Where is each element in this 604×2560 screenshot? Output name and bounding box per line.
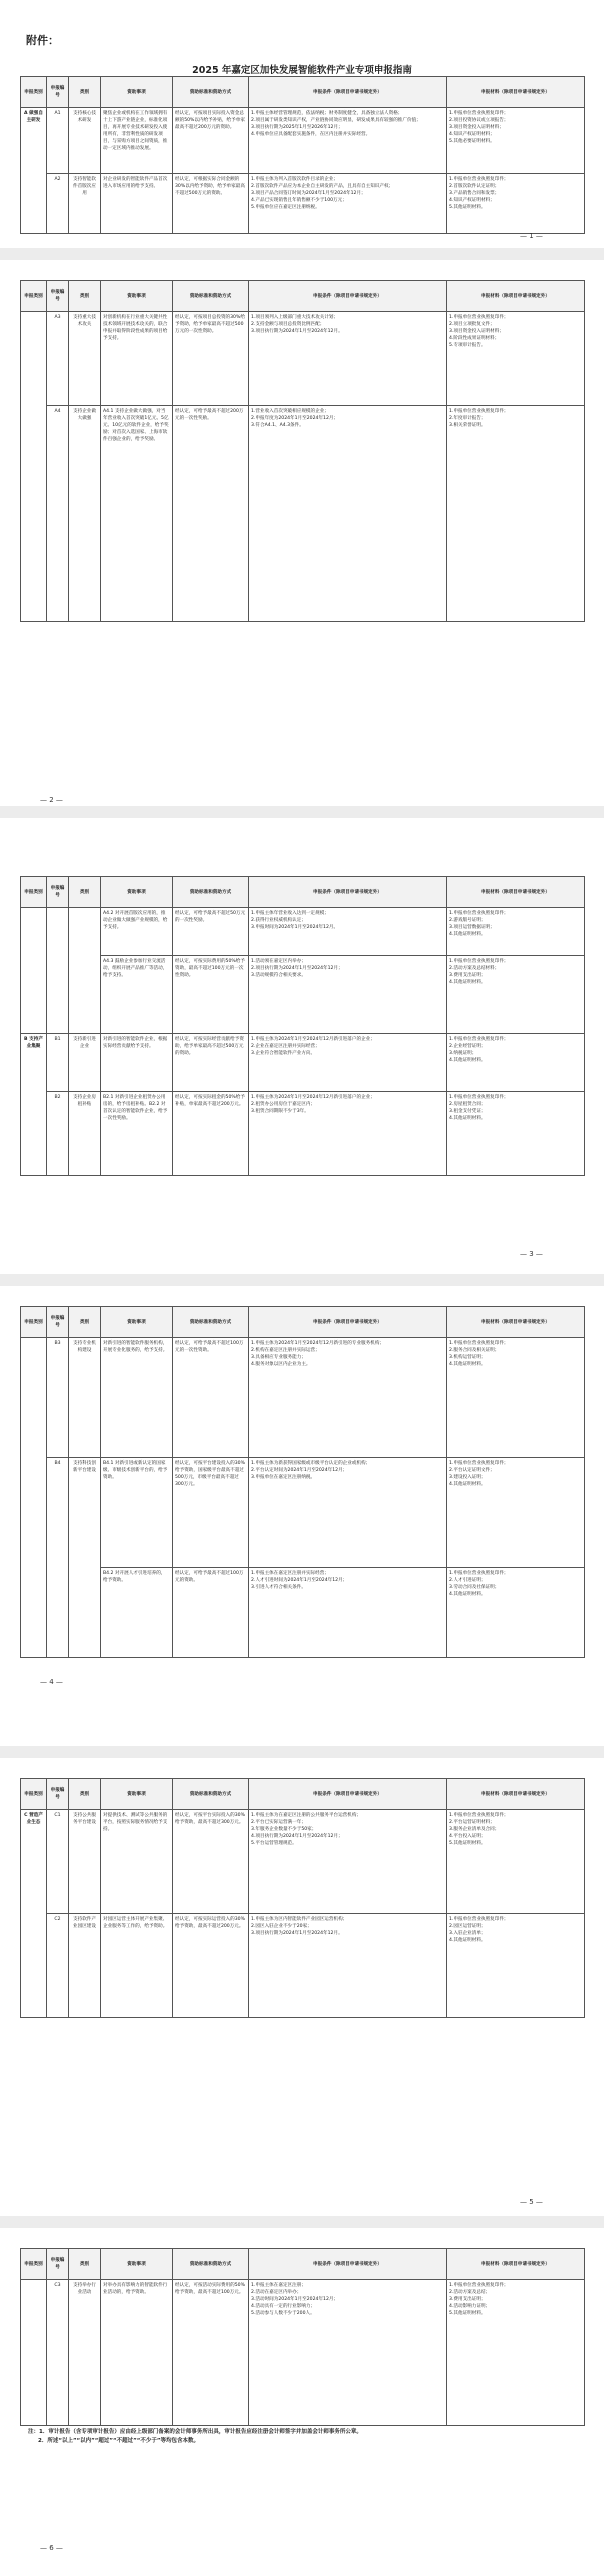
standard-cell: 经认定，可给予最高不超过100万元的一次性资助。 [173, 1338, 249, 1458]
page-3 [0, 818, 604, 1274]
type-cell: 支持核心技术研发 [69, 108, 101, 174]
type-cell: 支持专业机构建设 [69, 1338, 101, 1458]
code-cell: B4 [47, 1458, 69, 1658]
item-cell: A4.1 支持企业做大做强，对当年营业收入首次突破1亿元、5亿元、10亿元的软件企业，给予奖励；对首次入选国家、上海市软件百强企业的，给予奖励。 [101, 406, 173, 622]
condition-cell: 1.申报主体为列入首版次软件目录的企业； 2.首版次软件产品应为本企业自主研发的产品，且具有自主知识产权； 3.项目产品合同签订时间为2024年1月至2024年12月； 4.产品已实现销售且年销售额不少于100万元； 5.申报单位应在嘉定区注册纳税。 [249, 174, 447, 234]
header-cell: 申报类别 [21, 77, 47, 108]
header-cell: 申报编号 [47, 877, 69, 908]
table-row [21, 174, 585, 234]
type-cell: 支持新引进企业 [69, 1034, 101, 1092]
header-cell: 申报类别 [21, 877, 47, 908]
standard-cell: 经认定，可给予最高不超过200万元的一次性奖励。 [173, 406, 249, 622]
materials-cell: 1.申报单位营业执照复印件； 2.平台运营证明材料； 3.服务企业清单及合同； 4.平台投入证明； 5.其他证明材料。 [447, 1810, 585, 1914]
table-row [21, 1458, 585, 1568]
materials-cell: 1.申报单位营业执照复印件； 2.首版次软件认定证明； 3.产品销售合同和发票； 4.知识产权证明材料； 5.其他证明材料。 [447, 174, 585, 234]
page-1 [0, 0, 604, 248]
condition-cell: 1.申报主体经营管理规范，依法纳税；财务制度健全，具备独立法人资格； 2.项目属于研发类知识产权，产业链协同效应明显，研发成果具有较强的推广价值； 3.项目执行期为2025年1月至2026年12月； 4.申报单位应具备配套实施条件，在区内注册并实际经营。 [249, 108, 447, 174]
table-header [21, 77, 585, 108]
type-cell: 支持科技创新平台建设 [69, 1458, 101, 1658]
table-row [21, 312, 585, 406]
materials-cell: 1.申报单位营业执照复印件； 2.年度审计报告； 3.相关荣誉证明。 [447, 406, 585, 622]
table-row [21, 1034, 585, 1092]
header-cell: 申报材料（除项目申请书规定外） [447, 1779, 585, 1810]
type-cell: 支持智能软件首版次应用 [69, 174, 101, 234]
standard-cell: 经认定，可按项目总投资的30%给予资助，给予单家最高不超过500万元的一次性资助。 [173, 312, 249, 406]
page-title: 2025 年嘉定区加快发展智能软件产业专项申报指南 [192, 65, 412, 76]
materials-cell: 1.申报单位营业执照复印件； 2.人才引进证明； 3.劳动合同及社保证明； 4.其他证明材料。 [447, 1568, 585, 1658]
page-number: — 4 — [40, 1678, 63, 1686]
type-cell: 支持重大技术攻关 [69, 312, 101, 406]
type-cell: 支持公共服务平台建设 [69, 1810, 101, 1914]
category-cell: B 支持产业集聚 [21, 1034, 47, 1176]
condition-cell: 1.申报主体年营业收入达到一定规模； 2.获得行业权威机构认定； 3.申报时间为2024年1月至2024年12月。 [249, 908, 447, 956]
code-cell: C2 [47, 1914, 69, 2018]
table-header [21, 2249, 585, 2280]
header-cell: 资助事项 [101, 77, 173, 108]
standard-cell: 经认定，可根据实际合同金额的30%以内给予资助，给予单家最高不超过500万元的资助。 [173, 174, 249, 234]
header-cell: 申报类别 [21, 1307, 47, 1338]
spec-table-page-5 [20, 1778, 585, 2018]
page-number: — 5 — [520, 2198, 543, 2206]
spec-table-page-1 [20, 76, 585, 234]
materials-cell: 1.申报单位营业执照复印件； 2.项目投资协议或立项报告； 3.项目资金投入证明材料； 4.知识产权证明材料； 5.其他必要证明材料。 [447, 108, 585, 174]
spec-table-page-6 [20, 2248, 585, 2426]
materials-cell: 1.申报单位营业执照复印件； 2.项目立项批复文件； 3.项目资金投入证明材料； 4.阶段性成果证明材料； 5.专项审计报告。 [447, 312, 585, 406]
header-cell: 资助标准和资助方式 [173, 77, 249, 108]
item-cell: B4.1 对新引进或新认定的国家级、市级技术创新平台的，给予资助。 [101, 1458, 173, 1568]
header-cell: 类别 [69, 1307, 101, 1338]
header-cell: 资助标准和资助方式 [173, 1779, 249, 1810]
category-cell: A 做强自主研发 [21, 108, 47, 234]
condition-cell: 1.申报主体为在嘉定区注册的公共服务平台运营机构； 2.平台已实际运营满一年； 3.年服务企业数量不少于50家； 4.项目执行期为2024年1月至2024年12月； 5.平台运营管理规范。 [249, 1810, 447, 1914]
condition-cell: 1.申报主体在嘉定区注册； 2.活动在嘉定区内举办； 3.活动时间为2024年1月至2024年12月； 4.活动具有一定的行业影响力； 5.活动参与人数不少于200人。 [249, 2280, 447, 2426]
table-row [21, 1092, 585, 1176]
header-cell: 资助事项 [101, 281, 173, 312]
table-row [21, 406, 585, 622]
category-cell [21, 1338, 47, 1658]
item-cell: B2.1 对新引进企业租赁办公用房的，给予房租补贴。B2.2 对首次认定的智能软件企业，给予一次性奖励。 [101, 1092, 173, 1176]
item-cell: 对创新机构在行业重大关键共性技术领域开展技术攻关的，联合申报并取得阶段性成果的项目给予支持。 [101, 312, 173, 406]
code-cell: A4 [47, 406, 69, 622]
header-cell: 资助标准和资助方式 [173, 877, 249, 908]
page-2 [0, 260, 604, 806]
materials-cell: 1.申报单位营业执照复印件； 2.活动方案及总结； 3.费用支出证明； 4.活动影响力证明； 5.其他证明材料。 [447, 2280, 585, 2426]
table-row [21, 1338, 585, 1458]
table-row [21, 108, 585, 174]
item-cell: 对提供技术、测试等公共服务的平台，按照实际服务情况给予支持。 [101, 1810, 173, 1914]
code-cell: A1 [47, 108, 69, 174]
condition-cell: 1.申报主体为区内智能软件产业园区运营机构； 2.园区入驻企业不少于20家； 3.项目执行期为2024年1月至2024年12月。 [249, 1914, 447, 2018]
header-cell: 申报类别 [21, 281, 47, 312]
type-cell: 支持企业做大做强 [69, 406, 101, 622]
item-cell: 对园区运营主体开展产业集聚、企业服务等工作的，给予资助。 [101, 1914, 173, 2018]
page-5 [0, 1758, 604, 2216]
header-cell: 资助标准和资助方式 [173, 281, 249, 312]
header-cell: 申报材料（除项目申请书规定外） [447, 1307, 585, 1338]
condition-cell: 1.申报主体在嘉定区注册并实际经营； 2.人才引进时间为2024年1月至2024年12月； 3.引进人才符合相关条件。 [249, 1568, 447, 1658]
item-cell: 对新引进的智能软件企业，根据实际经营贡献给予支持。 [101, 1034, 173, 1092]
standard-cell: 经认定，可按实际费用的50%给予资助，最高不超过100万元的一次性资助。 [173, 956, 249, 1034]
code-cell: C3 [47, 2280, 69, 2426]
header-cell: 申报编号 [47, 1779, 69, 1810]
materials-cell: 1.申报单位营业执照复印件； 2.游戏版号证明； 3.项目运营数据证明； 4.其他证明材料。 [447, 908, 585, 956]
code-cell: A3 [47, 312, 69, 406]
footnote-line: 2．所述“以上”“以内”“超过”“不超过”“不少于”等均包含本数。 [38, 2438, 199, 2444]
header-cell: 申报编号 [47, 281, 69, 312]
page-number: — 3 — [520, 1250, 543, 1258]
header-cell: 类别 [69, 1779, 101, 1810]
header-cell: 申报条件（除项目申请书规定外） [249, 281, 447, 312]
page-number: — 1 — [520, 232, 543, 240]
page-separator [0, 1274, 604, 1286]
table-row [21, 908, 585, 956]
spec-table-page-3 [20, 876, 585, 1176]
header-cell: 资助事项 [101, 1779, 173, 1810]
standard-cell: 经认定，可按实际经营贡献给予资助，给予单家最高不超过500万元的资助。 [173, 1034, 249, 1092]
table-row [21, 956, 585, 1034]
materials-cell: 1.申报单位营业执照复印件； 2.服务合同及相关证明； 3.机构运营证明； 4.其他证明材料。 [447, 1338, 585, 1458]
page-separator [0, 806, 604, 818]
header-cell: 申报材料（除项目申请书规定外） [447, 2249, 585, 2280]
standard-cell: 经认定，可按活动实际费用的50%给予资助，最高不超过100万元。 [173, 2280, 249, 2426]
header-cell: 申报材料（除项目申请书规定外） [447, 77, 585, 108]
condition-cell: 1.申报主体为2024年1月至2024年12月新引进落户的企业； 2.企业在嘉定区注册并实际经营； 3.企业符合智能软件产业方向。 [249, 1034, 447, 1092]
standard-cell: 经认定，可按实际运营投入的30%给予资助，最高不超过200万元。 [173, 1914, 249, 2018]
table-header [21, 281, 585, 312]
page-separator [0, 1746, 604, 1758]
table-header [21, 877, 585, 908]
code-cell: A2 [47, 174, 69, 234]
standard-cell: 经认定，可按实际租金的50%给予补贴，单家最高不超过200万元。 [173, 1092, 249, 1176]
materials-cell: 1.申报单位营业执照复印件； 2.房屋租赁合同； 3.租金支付凭证； 4.其他证明材料。 [447, 1092, 585, 1176]
standard-cell: 经认定，可给予最高不超过100万元的资助。 [173, 1568, 249, 1658]
type-cell: 支持软件产业园区建设 [69, 1914, 101, 2018]
page-number: — 2 — [40, 796, 63, 804]
attachment-label: 附件： [26, 34, 59, 47]
item-cell: 对举办具有影响力的智能软件行业活动的，给予资助。 [101, 2280, 173, 2426]
header-cell: 申报编号 [47, 77, 69, 108]
header-cell: 申报类别 [21, 2249, 47, 2280]
footnotes [28, 2428, 576, 2446]
header-cell: 资助事项 [101, 1307, 173, 1338]
header-cell: 类别 [69, 2249, 101, 2280]
category-cell [21, 2280, 47, 2426]
page-separator [0, 248, 604, 260]
page-6 [0, 2228, 604, 2560]
spec-table-page-2 [20, 280, 585, 622]
page-separator [0, 2216, 604, 2228]
code-cell: C1 [47, 1810, 69, 1914]
header-cell: 申报条件（除项目申请书规定外） [249, 2249, 447, 2280]
item-cell: 对企业研发的智能软件产品首次进入市场应用的给予支持。 [101, 174, 173, 234]
header-cell: 资助标准和资助方式 [173, 1307, 249, 1338]
header-cell: 类别 [69, 877, 101, 908]
table-header [21, 1307, 585, 1338]
item-cell: A4.3 鼓励企业参加行业交流活动，组织开展产品推广等活动，给予支持。 [101, 956, 173, 1034]
condition-cell: 1.申报主体为2024年1月至2024年12月新引进的专业服务机构； 2.机构在嘉定区注册并实际运营； 3.具备相应专业服务能力； 4.服务对象以区内企业为主。 [249, 1338, 447, 1458]
category-cell [21, 908, 47, 1034]
item-cell: 对新引进的智能软件服务机构，开展专业化服务的，给予支持。 [101, 1338, 173, 1458]
code-cell: B1 [47, 1034, 69, 1092]
header-cell: 申报编号 [47, 2249, 69, 2280]
condition-cell: 1.活动须在嘉定区内举办； 2.项目执行期为2024年1月至2024年12月； 3.活动规模符合相关要求。 [249, 956, 447, 1034]
footnote-line: 注：1．审计报告（含专项审计报告）应由经上级部门备案的会计师事务所出具，审计报告应经注册会计师签字并加盖会计师事务所公章。 [28, 2429, 362, 2435]
condition-cell: 1.申报主体为2024年1月至2024年12月新引进落户的企业； 2.租赁办公用房位于嘉定区内； 3.租赁合同期限不少于3年。 [249, 1092, 447, 1176]
code-cell: B2 [47, 1092, 69, 1176]
page-number: — 6 — [40, 2544, 63, 2552]
category-cell [21, 312, 47, 622]
materials-cell: 1.申报单位营业执照复印件； 2.活动方案及总结材料； 3.费用支出证明； 4.其他证明材料。 [447, 956, 585, 1034]
header-cell: 申报条件（除项目申请书规定外） [249, 1307, 447, 1338]
table-header [21, 1779, 585, 1810]
type-cell [69, 908, 101, 1034]
header-cell: 申报条件（除项目申请书规定外） [249, 877, 447, 908]
standard-cell: 经认定，可按项目实际投入资金总额的50%以内给予补贴，给予单家最高不超过200万元的资助。 [173, 108, 249, 174]
type-cell: 支持企业房租补贴 [69, 1092, 101, 1176]
header-cell: 申报材料（除项目申请书规定外） [447, 281, 585, 312]
header-cell: 申报材料（除项目申请书规定外） [447, 877, 585, 908]
condition-cell: 1.申报主体为新获得国家级或市级平台认定的企业或机构； 2.平台认定时间为2024年1月至2024年12月； 3.申报单位在嘉定区注册纳税。 [249, 1458, 447, 1568]
header-cell: 类别 [69, 77, 101, 108]
condition-cell: 1.项目须列入上级部门重大技术攻关计划； 2.支持金额与项目总投资比例匹配； 3.项目执行期为2024年1月至2024年12月。 [249, 312, 447, 406]
header-cell: 资助事项 [101, 2249, 173, 2280]
spec-table-page-4 [20, 1306, 585, 1658]
item-cell: 聚焦企业或机构在工作领域拥有十上下游产业链企业，标准化项目，再开展专业技术研发投入使用所有，非营利性质的研发项目，与采购方项目之间资质，推动一定区域内推动发展。 [101, 108, 173, 174]
header-cell: 资助事项 [101, 877, 173, 908]
table-row [21, 1568, 585, 1658]
standard-cell: 经认定，可按平台建设投入的30%给予资助，国家级平台最高不超过500万元，市级平台最高不超过300万元。 [173, 1458, 249, 1568]
header-cell: 申报类别 [21, 1779, 47, 1810]
type-cell: 支持举办行业活动 [69, 2280, 101, 2426]
header-cell: 申报编号 [47, 1307, 69, 1338]
code-cell [47, 908, 69, 1034]
table-row [21, 1810, 585, 1914]
item-cell: B4.2 对开展人才引进培养的，给予资助。 [101, 1568, 173, 1658]
table-row [21, 1914, 585, 2018]
category-cell: C 营造产业生态 [21, 1810, 47, 2018]
condition-cell: 1.营业收入首次突破相应规模的企业； 2.申报年度为2024年1月至2024年12月； 3.符合A4.1、A4.3条件。 [249, 406, 447, 622]
materials-cell: 1.申报单位营业执照复印件； 2.平台认定证明文件； 3.建设投入证明； 4.其他证明材料。 [447, 1458, 585, 1568]
standard-cell: 经认定，可给予最高不超过50万元的一次性奖励。 [173, 908, 249, 956]
header-cell: 类别 [69, 281, 101, 312]
header-cell: 申报条件（除项目申请书规定外） [249, 77, 447, 108]
header-cell: 申报条件（除项目申请书规定外） [249, 1779, 447, 1810]
code-cell: B3 [47, 1338, 69, 1458]
table-row [21, 2280, 585, 2426]
standard-cell: 经认定，可按平台实际投入的30%给予资助，最高不超过300万元。 [173, 1810, 249, 1914]
materials-cell: 1.申报单位营业执照复印件； 2.企业经营证明； 3.纳税证明； 4.其他证明材料。 [447, 1034, 585, 1092]
header-cell: 资助标准和资助方式 [173, 2249, 249, 2280]
item-cell: A4.2 对开展首版次应用的，推动企业做大做强产业规模的，给予支持。 [101, 908, 173, 956]
materials-cell: 1.申报单位营业执照复印件； 2.园区运营证明； 3.入驻企业清单； 4.其他证明材料。 [447, 1914, 585, 2018]
page-4 [0, 1286, 604, 1746]
